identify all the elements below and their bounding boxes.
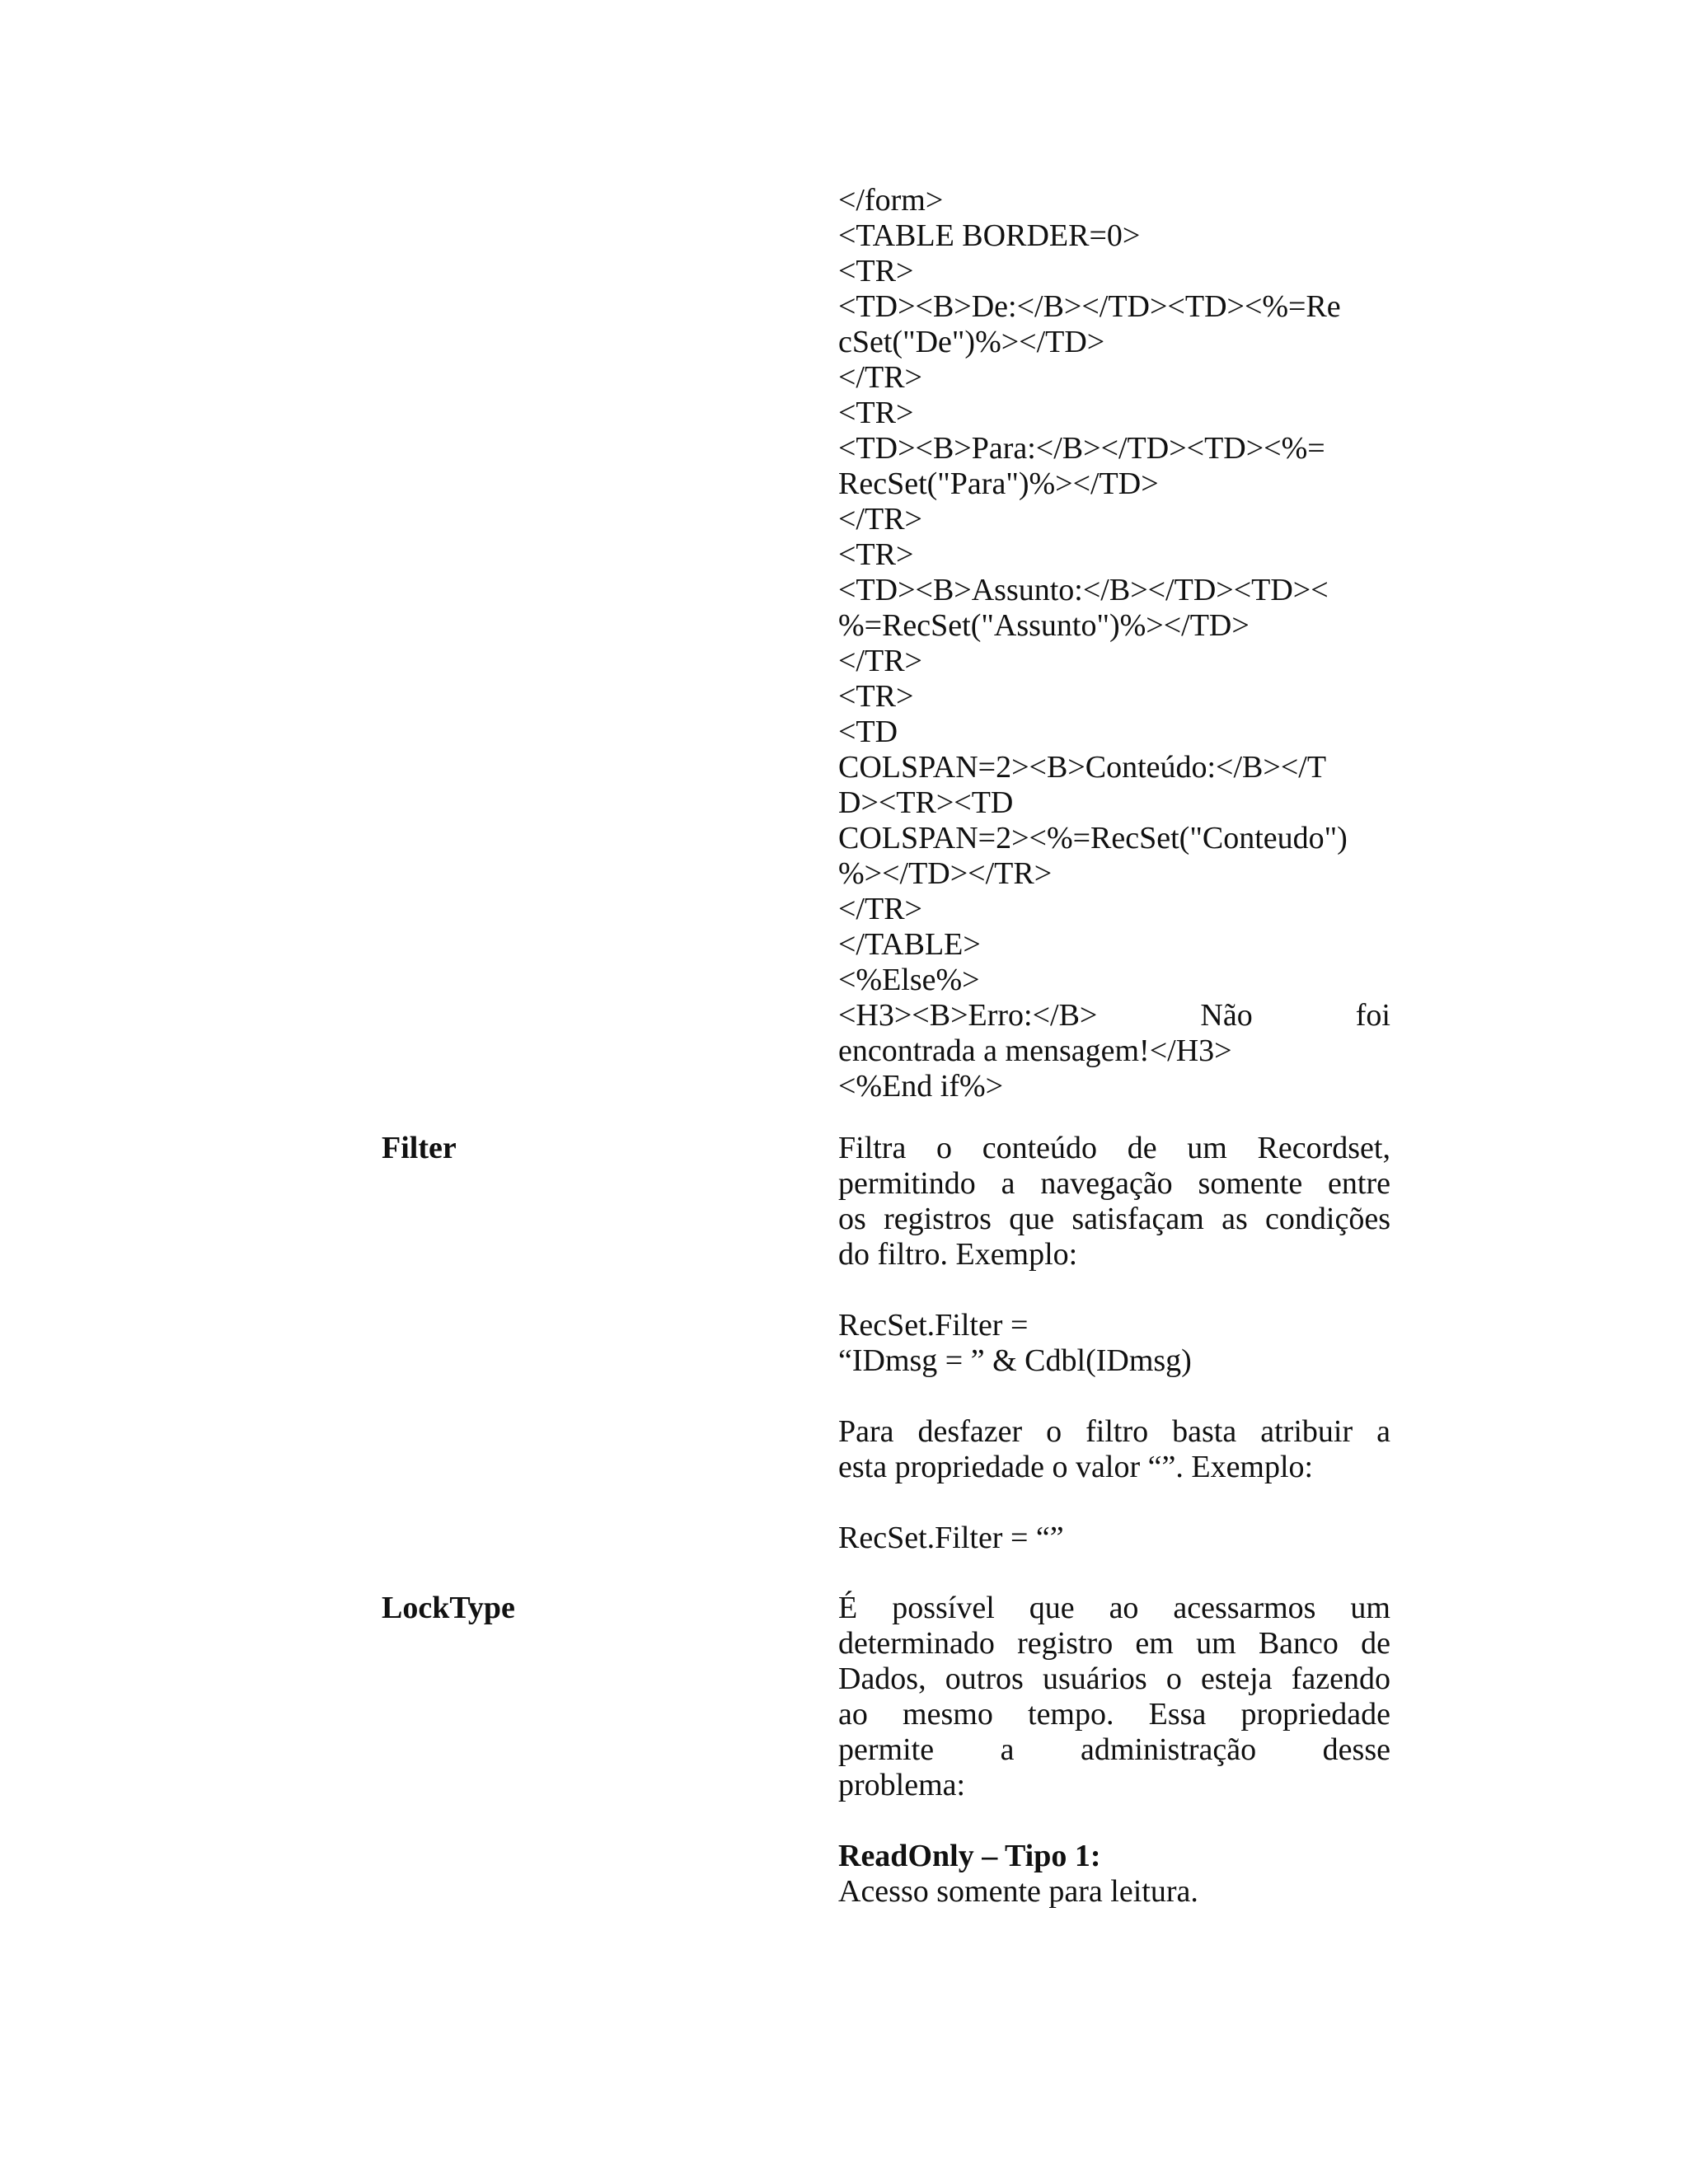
code-line: <TD	[838, 715, 898, 749]
code-word: foi	[1355, 998, 1390, 1033]
code-word: <H3><B>Erro:</B>	[838, 998, 1098, 1033]
code-line: <TABLE BORDER=0>	[838, 218, 1141, 253]
code-word: Não	[1200, 998, 1253, 1033]
spacer	[838, 1803, 1390, 1839]
code-line: </TR>	[838, 502, 922, 537]
spacer	[838, 1379, 1390, 1414]
text-line: problema:	[838, 1768, 966, 1802]
code-line: <TR>	[838, 396, 914, 430]
readonly-description: Acesso somente para leitura.	[838, 1874, 1198, 1909]
text-line: Filtra o conteúdo de um Recordset,	[838, 1131, 1390, 1165]
example-line: RecSet.Filter =	[838, 1308, 1029, 1343]
term-filter: Filter	[382, 1131, 457, 1165]
text-line: do filtro. Exemplo:	[838, 1237, 1078, 1272]
code-line: </TABLE>	[838, 927, 981, 962]
text-line: É possível que ao acessarmos um	[838, 1591, 1390, 1625]
spacer	[838, 1272, 1390, 1308]
code-line: %=RecSet("Assunto")%></TD>	[838, 608, 1250, 643]
code-error-line	[838, 998, 1390, 1033]
text-word: administração	[1081, 1732, 1257, 1767]
example-line: RecSet.Filter = “”	[838, 1521, 1064, 1555]
text-line: esta propriedade o valor “”. Exemplo:	[838, 1450, 1314, 1484]
spacer	[838, 1485, 1390, 1521]
text-line: Dados, outros usuários o esteja fazendo	[838, 1661, 1390, 1696]
text-line: permitindo a navegação somente entre	[838, 1166, 1390, 1201]
term-locktype: LockType	[382, 1591, 515, 1625]
code-line: cSet("De")%></TD>	[838, 325, 1105, 359]
code-line: COLSPAN=2><%=RecSet("Conteudo")	[838, 821, 1348, 855]
code-line: RecSet("Para")%></TD>	[838, 466, 1159, 501]
code-line: <TR>	[838, 537, 914, 572]
text-word: permite	[838, 1732, 935, 1767]
code-line: COLSPAN=2><B>Conteúdo:</B></T	[838, 750, 1327, 785]
text-word: desse	[1322, 1732, 1390, 1767]
readonly-heading: ReadOnly – Tipo 1:	[838, 1839, 1101, 1873]
code-line: <TR>	[838, 254, 914, 288]
code-line: D><TR><TD	[838, 785, 1014, 820]
example-line: “IDmsg = ” & Cdbl(IDmsg)	[838, 1343, 1192, 1378]
code-line: <TD><B>Assunto:</B></TD><TD><	[838, 573, 1329, 607]
text-line: Para desfazer o filtro basta atribuir a	[838, 1414, 1390, 1449]
code-line: <TD><B>Para:</B></TD><TD><%=	[838, 431, 1325, 466]
locktype-description	[838, 1591, 1390, 1910]
filter-description	[838, 1131, 1390, 1556]
code-line: </TR>	[838, 644, 922, 678]
code-line: <%Else%>	[838, 963, 980, 997]
text-word: a	[1000, 1732, 1015, 1767]
code-line: </form>	[838, 183, 944, 218]
code-line: </TR>	[838, 892, 922, 926]
text-line: ao mesmo tempo. Essa propriedade	[838, 1697, 1390, 1732]
code-block	[838, 183, 1390, 1104]
text-line: os registros que satisfaçam as condições	[838, 1202, 1390, 1236]
code-line: <%End if%>	[838, 1069, 1004, 1104]
text-line: determinado registro em um Banco de	[838, 1626, 1390, 1661]
text-line-spread	[838, 1732, 1390, 1768]
code-line: <TD><B>De:</B></TD><TD><%=Re	[838, 289, 1341, 324]
code-line: %></TD></TR>	[838, 856, 1053, 891]
code-line: <TR>	[838, 679, 914, 714]
code-line: </TR>	[838, 360, 922, 395]
code-line: encontrada a mensagem!</H3>	[838, 1033, 1232, 1068]
